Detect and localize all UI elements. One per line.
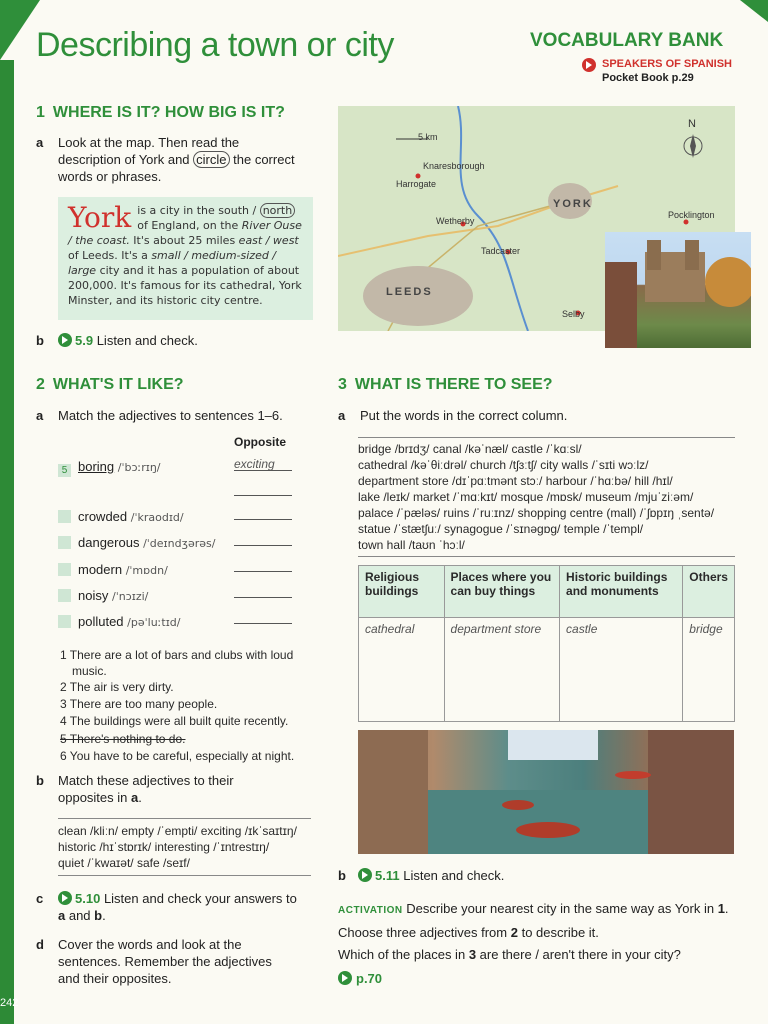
page-number: 242: [0, 997, 19, 1009]
section-2-heading: [36, 376, 184, 394]
text-span: of England, on the: [137, 219, 242, 232]
text-span: Which of the places in: [338, 947, 466, 962]
opposite-answer[interactable]: exciting: [234, 457, 292, 471]
column-header: Historic buildings and monuments: [560, 566, 683, 618]
section-3-heading: [338, 376, 553, 394]
answer-box[interactable]: [58, 510, 71, 523]
section-title: WHAT IS THERE TO SEE?: [354, 376, 553, 393]
audio-icon[interactable]: [358, 868, 372, 882]
page-reference-link[interactable]: [338, 970, 382, 987]
audio-icon[interactable]: [58, 891, 72, 905]
phonetic: /ˈbɔːrɪŋ/: [117, 461, 161, 474]
vocabulary-bank-title: VOCABULARY BANK: [530, 30, 724, 51]
text-span: .: [724, 901, 729, 916]
word-line: statue /ˈstætʃuː/ synagogue /ˈsɪnəɡɒɡ/ temple /ˈtempl/: [358, 522, 644, 536]
place-label: Harrogate: [396, 179, 437, 189]
minster-tower: [647, 240, 661, 270]
page-title: Describing a town or city: [36, 26, 394, 64]
york-description-box: [58, 197, 313, 320]
map-scale-label: 5 km: [418, 132, 438, 142]
section-number: 1: [36, 104, 45, 121]
adjective-row: [58, 459, 161, 477]
activation-label: ACTIVATION: [338, 905, 403, 916]
item-letter: b: [36, 333, 44, 348]
audio-track-number: 5.9: [75, 333, 94, 348]
section-title: WHERE IS IT? HOW BIG IS IT?: [52, 104, 285, 121]
text-span: Listen and check.: [96, 333, 198, 348]
corner-decoration: [0, 0, 40, 60]
text-line: the correct: [233, 152, 295, 167]
town-marker: [416, 174, 421, 179]
text-line: description of York and: [58, 152, 190, 167]
listen-instruction: [58, 332, 198, 349]
table-cell[interactable]: castle: [560, 618, 683, 722]
word-line: historic /hɪˈstɒrɪk/ interesting /ˈɪntrestɪŋ/: [58, 840, 270, 854]
text-line: opposites in: [58, 790, 128, 805]
building: [648, 730, 734, 854]
word-line: lake /leɪk/ market /ˈmɑːkɪt/ mosque /mɒsk/ museum /mjuˈziːəm/: [358, 490, 694, 504]
compass-label: N: [688, 118, 696, 130]
place-label: Tadcaster: [481, 246, 521, 256]
gondola: [615, 771, 651, 779]
column-header: Places where you can buy things: [444, 566, 560, 618]
instruction-text: [58, 134, 328, 185]
york-minster-photo: [605, 232, 751, 348]
word-line: palace /ˈpæləs/ ruins /ˈruːɪnz/ shopping centre (mall) /ˈʃɒpɪŋ ˌsentə/: [358, 506, 715, 520]
adjective-word: dangerous: [78, 535, 140, 550]
opposites-word-box: [58, 818, 311, 876]
adjective-word: polluted: [78, 614, 124, 629]
word-line: quiet /ˈkwaɪət/ safe /seɪf/: [58, 856, 190, 870]
text-line: sentences. Remember the adjectives: [58, 954, 272, 969]
text-line: Cover the words and look at the: [58, 937, 242, 952]
text-span: Listen and check.: [403, 868, 505, 883]
item-letter: d: [36, 937, 44, 952]
text-span: Describe your nearest city in the same way as York in: [406, 901, 715, 916]
phonetic: /pəˈluːtɪd/: [127, 616, 181, 629]
table-header-row: [359, 566, 735, 618]
phonetic: /ˈkraodɪd/: [130, 511, 184, 524]
column-header: Religious buildings: [359, 566, 445, 618]
opposite-blank[interactable]: [234, 584, 292, 598]
activation-box: [338, 898, 738, 966]
word-line: cathedral /kəˈθiːdrəl/ church /tʃɜːtʃ/ city walls /ˈsɪti wɔːlz/: [358, 458, 649, 472]
adjective-row: [58, 535, 215, 550]
answer-box[interactable]: [58, 536, 71, 549]
text-span: city and it has a population of about 200,000. It's famous for its cathedral, York Minster, and its historic city centre.: [68, 264, 302, 307]
text-span: River Ouse / the coast.: [68, 219, 302, 247]
text-line: and their opposites.: [58, 971, 172, 986]
text-bold: b: [94, 908, 103, 923]
section-number: 3: [338, 376, 347, 393]
venice-canal-photo: [358, 730, 734, 854]
adjective-word: crowded: [78, 509, 128, 524]
text-span: of Leeds. It's a: [68, 249, 152, 262]
section-number: 2: [36, 376, 45, 393]
sky: [508, 730, 598, 760]
minster-tower: [685, 240, 699, 270]
adjective-row: [58, 509, 184, 524]
city-label: YORK: [553, 198, 593, 210]
adjective-word: boring: [78, 459, 115, 474]
photo-graphic: [358, 730, 734, 854]
sentence: 3 There are too many people.: [60, 697, 218, 711]
text-span: .: [138, 790, 142, 805]
page-reference[interactable]: p.70: [356, 971, 383, 986]
item-letter: b: [338, 868, 346, 883]
sentence-example: 5 There's nothing to do.: [60, 732, 186, 746]
item-letter: c: [36, 891, 44, 906]
town-marker: [684, 220, 689, 225]
opposite-blank[interactable]: [234, 558, 292, 572]
phonetic: /ˈnɔɪzi/: [111, 590, 149, 603]
corner-decoration-right: [740, 0, 768, 22]
table-cell[interactable]: department store: [444, 618, 560, 722]
sentence: 6 You have to be careful, especially at night.: [60, 749, 295, 763]
text-span: .: [102, 908, 106, 923]
column-header: Others: [683, 566, 735, 618]
phonetic: /ˈmɒdn/: [125, 564, 168, 577]
opposite-blank[interactable]: [234, 532, 292, 546]
opposite-blank[interactable]: [234, 610, 292, 624]
adjective-row: [58, 614, 180, 629]
word-line: department store /dɪˈpɑːtmənt stɔː/ harbour /ˈhɑːbə/ hill /hɪl/: [358, 474, 673, 488]
instruction-text: Put the words in the correct column.: [360, 408, 568, 423]
house-building: [605, 262, 637, 348]
city-label: LEEDS: [386, 286, 433, 298]
answer-box[interactable]: 5: [58, 464, 71, 477]
answer-box[interactable]: [58, 589, 71, 602]
play-icon[interactable]: [582, 58, 596, 72]
text-bold: 3: [468, 947, 477, 962]
text-bold: 2: [510, 925, 518, 940]
table-row: [359, 618, 735, 722]
adjective-word: modern: [78, 562, 123, 577]
item-letter: a: [338, 408, 346, 423]
table-cell[interactable]: cathedral: [359, 618, 445, 722]
york-heading: York: [68, 201, 132, 234]
arrow-icon[interactable]: [338, 971, 352, 985]
text-line: Look at the map. Then read the: [58, 135, 240, 150]
instruction-text: Match the adjectives to sentences 1–6.: [58, 408, 283, 423]
places-word-box: [358, 437, 735, 557]
item-letter: a: [36, 135, 44, 150]
adjective-row: [58, 588, 148, 603]
text-span: Listen and check your answers to: [103, 891, 297, 906]
gondola: [502, 800, 534, 810]
text-span: are there / aren't there in your city?: [479, 947, 681, 962]
place-label: Wetherby: [436, 216, 475, 226]
audio-icon[interactable]: [58, 333, 72, 347]
word-line: town hall /taʊn ˈhɔːl/: [358, 538, 465, 552]
text-span: It's about 25 miles: [129, 234, 239, 247]
text-bold: 1: [717, 901, 725, 916]
text-span: is a city in the south /: [137, 204, 260, 217]
sentence: 2 The air is very dirty.: [60, 680, 174, 694]
circled-answer: north: [260, 203, 296, 218]
sentence: music.: [72, 664, 107, 678]
text-bold: a: [131, 790, 139, 805]
audio-track-number: 5.10: [75, 891, 101, 906]
text-span: Choose three adjectives from: [338, 925, 508, 940]
phonetic: /ˈdeɪndʒərəs/: [143, 537, 216, 550]
canal-water: [428, 790, 648, 854]
sentence: 1 There are a lot of bars and clubs with loud: [60, 648, 294, 662]
gondola: [516, 822, 580, 838]
text-span: to describe it.: [521, 925, 599, 940]
places-table: [358, 565, 735, 722]
pocket-book-reference: Pocket Book p.29: [602, 72, 694, 84]
text-line: Match these adjectives to their: [58, 773, 234, 788]
tree: [705, 257, 751, 307]
word-line: bridge /brɪdʒ/ canal /kəˈnæl/ castle /ˈkɑːsl/: [358, 442, 582, 456]
place-label: Selby: [562, 309, 585, 319]
place-label: Knaresborough: [423, 161, 485, 171]
adjective-row: [58, 562, 168, 577]
section-1-heading: [36, 104, 285, 122]
photo-graphic: [605, 232, 751, 348]
answer-box[interactable]: [58, 563, 71, 576]
sentence: 4 The buildings were all built quite recently.: [60, 714, 289, 728]
text-span: east / west: [238, 234, 299, 247]
building: [358, 730, 428, 854]
instruction-text: [58, 936, 272, 987]
listen-instruction: [358, 867, 504, 884]
speakers-of-spanish-label: SPEAKERS OF SPANISH: [602, 58, 732, 70]
table-cell[interactable]: bridge: [683, 618, 735, 722]
listen-instruction: [58, 890, 297, 924]
audio-track-number: 5.11: [375, 868, 400, 883]
section-title: WHAT'S IT LIKE?: [52, 376, 184, 393]
place-label: Pocklington: [668, 210, 715, 220]
text-bold: a: [58, 908, 66, 923]
page-spine: [0, 60, 19, 1024]
text-span: small / medium-sized / large: [68, 249, 277, 277]
circle-word: circle: [193, 151, 229, 168]
word-line: clean /kliːn/ empty /ˈempti/ exciting /ɪkˈsaɪtɪŋ/: [58, 824, 297, 838]
instruction-text: [58, 772, 234, 806]
opposite-header: Opposite: [234, 435, 287, 449]
text-line: words or phrases.: [58, 169, 162, 184]
text-span: and: [65, 908, 95, 923]
item-letter: a: [36, 408, 44, 423]
adjective-word: noisy: [78, 588, 109, 603]
answer-box[interactable]: [58, 615, 71, 628]
opposite-blank[interactable]: [234, 482, 292, 496]
item-letter: b: [36, 773, 44, 788]
opposite-blank[interactable]: [234, 506, 292, 520]
